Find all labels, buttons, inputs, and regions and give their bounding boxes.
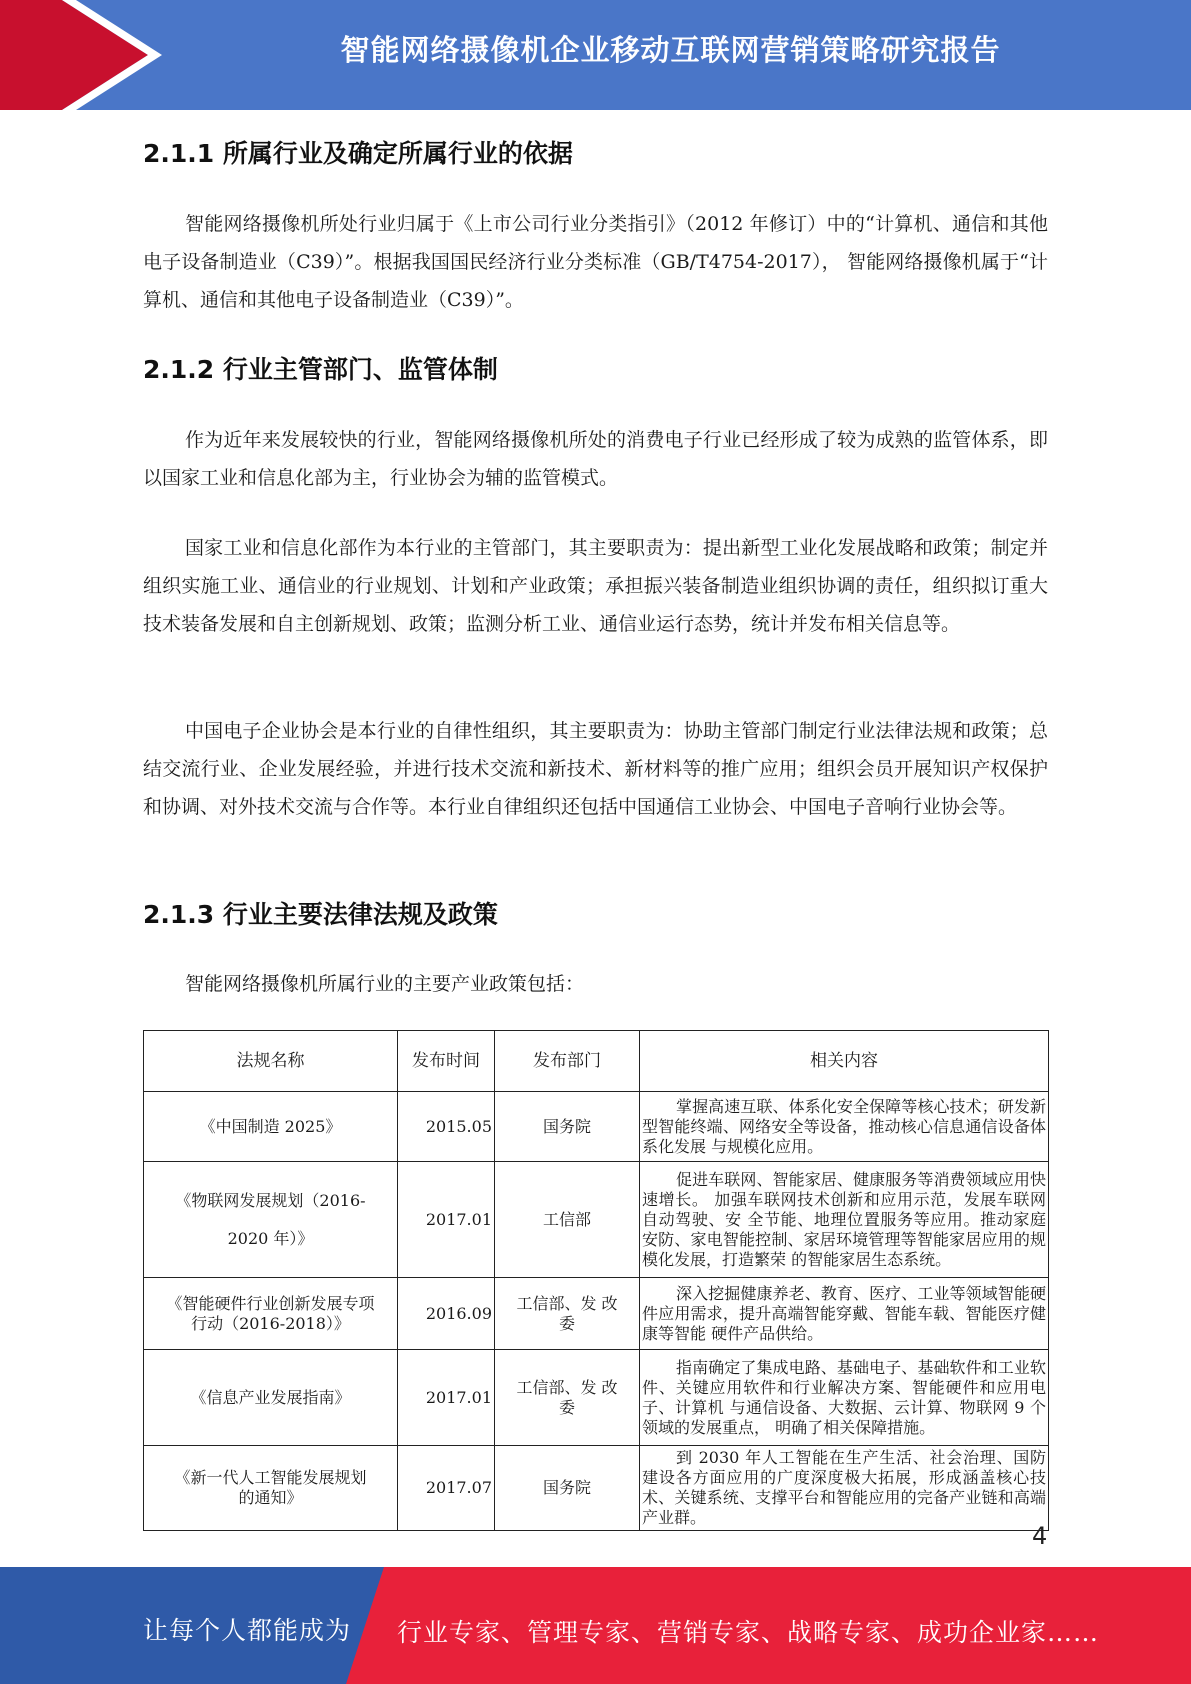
table-row [144,1350,1049,1446]
cell-release-date: 2016.09 [398,1278,495,1350]
section-heading-2-1-2: 2.1.2 行业主管部门、监管体制 [143,355,498,384]
footer-slogan-left: 让每个人都能成为 [143,1616,352,1645]
cell-department: 工信部、发 改委 [495,1278,640,1350]
cell-content: 指南确定了集成电路、基础电子、基础软件和工业软件、关键应用软件和行业解决方案、智能硬件和应用电子、计算机 与通信设备、大数据、云计算、物联网 9 个领域的发展重点， 明确了相关保障措施。 [640,1350,1049,1446]
cell-department: 工信部 [495,1162,640,1278]
table-header-row [144,1031,1049,1092]
cell-regulation-name: 《新一代人工智能发展规划的通知》 [144,1446,398,1531]
cell-content: 深入挖掘健康养老、教育、医疗、工业等领域智能硬件应用需求，提升高端智能穿戴、智能车载、智能医疗健康等智能 硬件产品供给。 [640,1278,1049,1350]
cell-department: 国务院 [495,1092,640,1162]
paragraph-policy-intro: 智能网络摄像机所属行业的主要产业政策包括： [185,973,585,995]
cell-release-date: 2017.07 [398,1446,495,1531]
page-number: 4 [1032,1522,1048,1550]
header-cell-date: 发布时间 [398,1031,495,1092]
section-heading-2-1-3: 2.1.3 行业主要法律法规及政策 [143,900,498,929]
cell-content: 到 2030 年人工智能在生产生活、社会治理、国防建设各方面应用的广度深度极大拓展，形成涵盖核心技术、关键系统、支撑平台和智能应用的完备产业链和高端产业群。 [640,1446,1049,1531]
policy-table [143,1030,1049,1531]
cell-regulation-name: 《智能硬件行业创新发展专项行动（2016-2018）》 [144,1278,398,1350]
paragraph-industry-classification: 智能网络摄像机所处行业归属于《上市公司行业分类指引》（2012 年修订）中的“计算机、通信和其他电子设备制造业（C39）”。根据我国国民经济行业分类标准（GB/T4754-2017）， 智能网络摄像机属于“计算机、通信和其他电子设备制造业（C39）”。 [143,213,1048,311]
table-row [144,1092,1049,1162]
cell-content: 促进车联网、智能家居、健康服务等消费领域应用快速增长。 加强车联网技术创新和应用示范，发展车联网自动驾驶、安 全节能、地理位置服务等应用。推动家庭安防、家电智能控制、家居环境管理等智能家居应用的规模化发展，打造繁荣 的智能家居生态系统。 [640,1162,1049,1278]
page-footer [0,1567,1191,1684]
paragraph-miit-duties: 国家工业和信息化部作为本行业的主管部门，其主要职责为：提出新型工业化发展战略和政策；制定并组织实施工业、通信业的行业规划、计划和产业政策；承担振兴装备制造业组织协调的责任，组织拟订重大技术装备发展和自主创新规划、政策；监测分析工业、通信业运行态势，统计并发布相关信息等。 [143,537,1048,635]
cell-release-date: 2017.01 [398,1162,495,1278]
header-cell-dept: 发布部门 [495,1031,640,1092]
paragraph-regulatory-system: 作为近年来发展较快的行业，智能网络摄像机所处的消费电子行业已经形成了较为成熟的监管体系，即以国家工业和信息化部为主，行业协会为辅的监管模式。 [143,429,1048,489]
header-cell-content: 相关内容 [640,1031,1049,1092]
cell-regulation-name: 《物联网发展规划（2016-2020 年）》 [144,1162,398,1278]
paragraph-association-duties: 中国电子企业协会是本行业的自律性组织，其主要职责为：协助主管部门制定行业法律法规和政策；总结交流行业、企业发展经验，并进行技术交流和新技术、新材料等的推广应用；组织会员开展知识产权保护和协调、对外技术交流与合作等。本行业自律组织还包括中国通信工业协会、中国电子音响行业协会等。 [143,720,1048,818]
cell-regulation-name: 《信息产业发展指南》 [144,1350,398,1446]
footer-slogan-right: 行业专家、管理专家、营销专家、战略专家、成功企业家…… [397,1618,1100,1647]
cell-regulation-name: 《中国制造 2025》 [144,1092,398,1162]
cell-release-date: 2015.05 [398,1092,495,1162]
table-row [144,1278,1049,1350]
page-header [0,0,1191,110]
cell-content: 掌握高速互联、体系化安全保障等核心技术；研发新型智能终端、网络安全等设备，推动核心信息通信设备体系化发展 与规模化应用。 [640,1092,1049,1162]
cell-department: 国务院 [495,1446,640,1531]
cell-department: 工信部、发 改委 [495,1350,640,1446]
table-row [144,1162,1049,1278]
report-title: 智能网络摄像机企业移动互联网营销策略研究报告 [340,33,1001,67]
cell-release-date: 2017.01 [398,1350,495,1446]
header-cell-name: 法规名称 [144,1031,398,1092]
table-row [144,1446,1049,1531]
section-heading-2-1-1: 2.1.1 所属行业及确定所属行业的依据 [143,139,573,168]
